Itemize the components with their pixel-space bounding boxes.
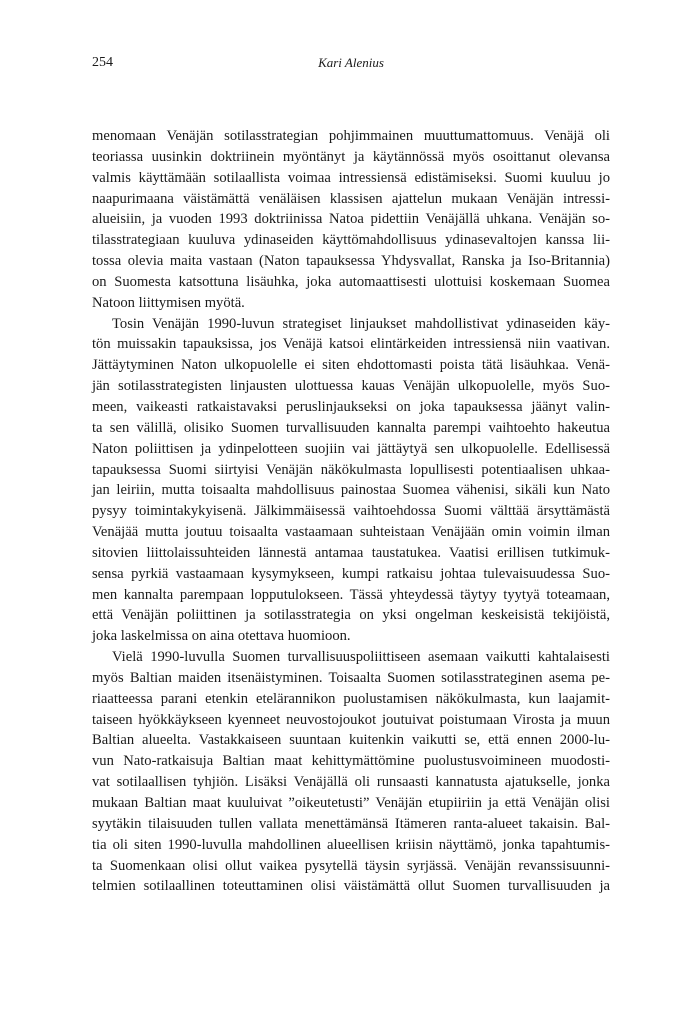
text-line: valmis käyttämään sotilaallista voimaa intressiensä edistämiseksi. Suomi kuuluu jo <box>92 169 610 186</box>
text-line: tapauksessa Suomi siirtyisi Venäjän näkökulmasta lopullisesti potentiaalisen uhkaa- <box>92 461 610 478</box>
text-line: sitovien liittolaissuhteiden lännestä antamaa taustatukea. Vaatisi erillisen tutkimuk- <box>92 544 610 561</box>
text-line: Natoon liittymisen myötä. <box>92 294 245 311</box>
page-number: 254 <box>92 55 113 70</box>
text-line: teoriassa uusinkin doktriinein myöntänyt ja käytännössä myös osoittanut olevansa <box>92 148 610 165</box>
text-line: riaatteessa parani etenkin etelärannikon puolustamisen näkökulmasta, kun laajamit- <box>92 690 610 707</box>
text-line: meen, vaikeasti ratkaistavaksi peruslinjaukseksi on joka tapauksessa jäänyt valin- <box>92 398 610 415</box>
text-line: Tosin Venäjän 1990-luvun strategiset linjaukset mahdollistivat ydinaseiden käy- <box>112 315 610 332</box>
text-line: vat sotilaallisen tyhjiön. Lisäksi Venäjällä oli runsaasti kannatusta ajatukselle, jonka <box>92 774 610 791</box>
text-line: pysyy toimintakykyisenä. Jälkimmäisessä vaihtoehdossa Suomi välttää ärsyttämästä <box>92 503 610 520</box>
text-line: ta Suomenkaan olisi ollut vaikea pysytellä täysin syrjässä. Venäjän revanssisuunni- <box>92 857 610 874</box>
text-line: tia oli siten 1990-luvulla mahdollinen alueellisen kriisin näyttämö, jonka tapahtumis- <box>92 836 610 853</box>
running-head-author: Kari Alenius <box>318 55 384 70</box>
text-line: men kannalta parempaan lopputulokseen. Tässä yhteydessä täytyy tyytyä toteamaan, <box>92 586 610 603</box>
text-line: syytäkin tilaisuuden tullen vallata menettämänsä Itämeren ranta-alueet takaisin. Bal- <box>92 815 610 832</box>
text-line: myös Baltian maiden itsenäistyminen. Toisaalta Suomen sotilasstrateginen asema pe- <box>92 669 610 686</box>
text-line: taiseen hyökkäykseen kyenneet neuvostojoukot joutuivat poistumaan Virosta ja muun <box>92 711 610 728</box>
text-line: vun Nato-ratkaisuja Baltian maat kehittymättömine puolustusvoimineen muodosti- <box>92 753 610 770</box>
text-line: tilasstrategiaan kuuluva ydinaseiden käyttömahdollisuus ydinasevaltojen kanssa lii- <box>92 232 610 249</box>
text-line: ta sen välillä, olisiko Suomen turvallisuuden kannalta parempi vaihtoehto hakeutua <box>92 419 610 436</box>
paragraph-2 <box>92 314 610 648</box>
text-line: joka laskelmissa on aina otettava huomioon. <box>92 628 351 645</box>
text-line: naapurimaana väistämättä venäläisen klassisen ajattelun mukaan Venäjän intressi- <box>92 190 610 207</box>
text-line: jan leiriin, mutta toisaalta mahdollisuus painostaa Suomea vähenisi, sikäli kun Nato <box>92 482 610 499</box>
text-line: Jättäytyminen Naton ulkopuolelle ei siten ehdottomasti poista tätä lisäuhkaa. Venä- <box>92 357 610 374</box>
body-text <box>92 126 610 897</box>
text-line: on Suomesta katsottuna lisäuhka, joka automaattisesti ulottuisi koskemaan Suomea <box>92 273 610 290</box>
text-line: Vielä 1990-luvulla Suomen turvallisuuspoliittiseen asemaan vaikutti kahtalaisesti <box>112 649 610 666</box>
text-line: Baltian alueelta. Vastakkaiseen suuntaan kuitenkin vaikutti se, että ennen 2000-lu- <box>92 732 610 749</box>
text-line: telmien sotilaallinen toteuttaminen olisi väistämättä ollut Suomen turvallisuuden ja <box>92 878 610 895</box>
page-header <box>92 55 610 75</box>
text-line: Venäjää mutta joutuu toisaalta vastaamaan suhteistaan Venäjään omin voimin ilman <box>92 524 610 541</box>
text-line: alueisiin, ja vuoden 1993 doktriinissa Natoa pidettiin Venäjällä uhkana. Venäjän so- <box>92 211 610 228</box>
paragraph-1 <box>92 126 610 314</box>
text-line: mukaan Baltian maat kuuluivat ”oikeutetusti” Venäjän etupiiriin ja että Venäjän olisi <box>92 795 610 811</box>
text-line: tossa olevia maita vastaan (Naton tapauksessa Yhdysvallat, Ranska ja Iso-Britannia) <box>92 253 610 270</box>
paragraph-3 <box>92 647 610 897</box>
text-line: että Venäjän poliittinen ja sotilasstrategia on yksi ongelman keskeisistä tekijöistä, <box>92 607 610 624</box>
text-line: sensa pyrkiä vastaamaan kysymykseen, kumpi ratkaisu johtaa tulevaisuudessa Suo- <box>92 565 610 582</box>
text-line: jän sotilasstrategisten linjausten ulottuessa kauas Venäjän ulkopuolelle, myös Suo- <box>92 378 610 395</box>
text-line: Naton poliittisen ja ydinpelotteen suojiin vai jättäytyä sen ulkopuolelle. Edellisessä <box>92 440 610 457</box>
text-line: menomaan Venäjän sotilasstrategian pohjimmainen muuttumattomuus. Venäjä oli <box>92 128 610 144</box>
text-line: tön muissakin tapauksissa, jos Venäjä katsoi elintärkeiden intressiensä niin vaativan. <box>92 336 610 353</box>
